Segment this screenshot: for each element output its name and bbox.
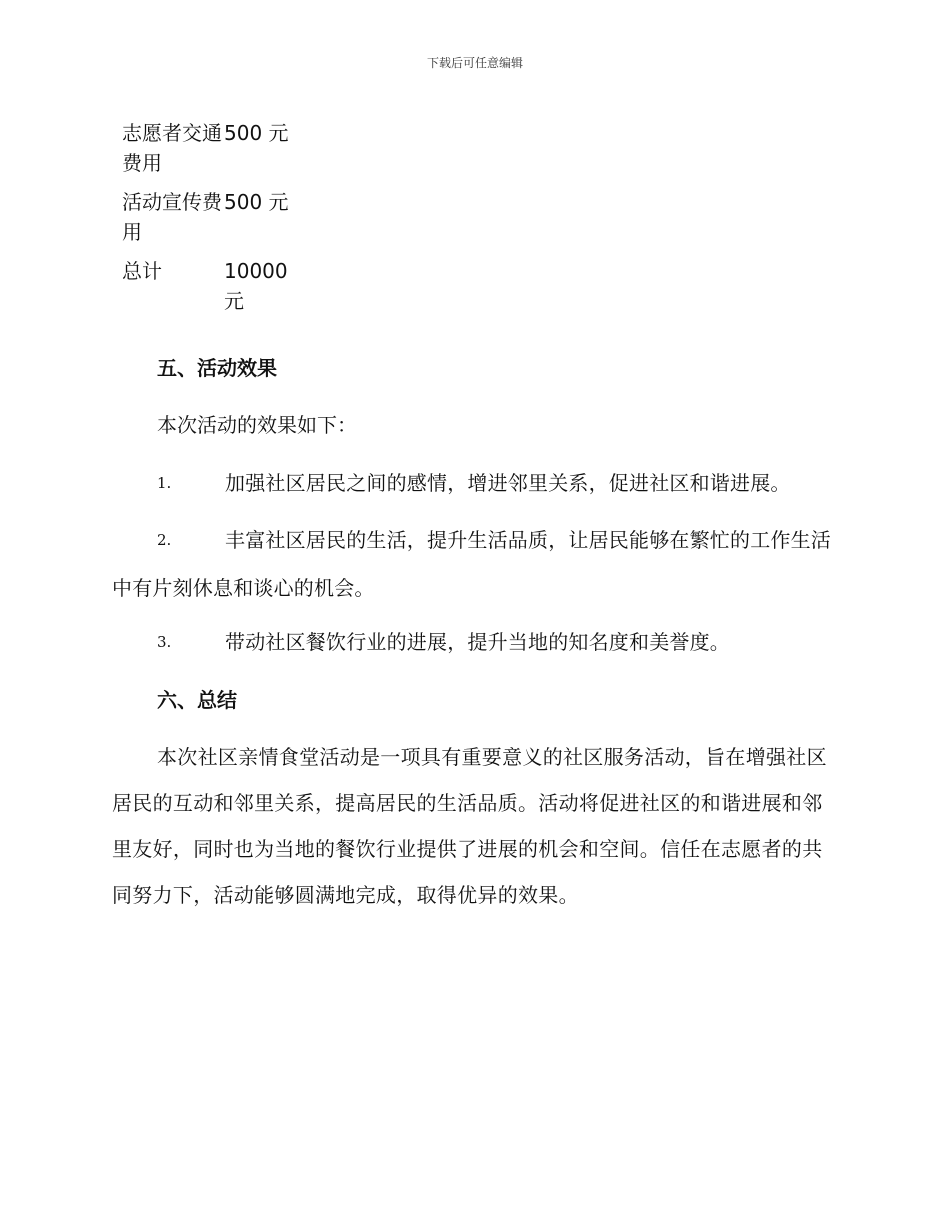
- list-item-text: 带动社区餐饮行业的进展，提升当地的知名度和美誉度。: [225, 630, 730, 654]
- effects-intro: 本次活动的效果如下：: [157, 413, 357, 437]
- list-item-number: 1.: [157, 474, 172, 492]
- budget-item-amount: 500 元: [224, 190, 289, 214]
- budget-row: [122, 187, 289, 247]
- list-item-text: 丰富社区居民的生活，提升生活品质，让居民能够在繁忙的工作生活中有片刻休息和谈心的机会。: [112, 528, 831, 600]
- budget-row: [122, 256, 289, 316]
- list-item-number: 2.: [157, 531, 172, 549]
- list-item-text: 加强社区居民之间的感情，增进邻里关系，促进社区和谐进展。: [225, 471, 791, 495]
- list-item: [112, 618, 842, 666]
- section-heading-summary: 六、总结: [157, 688, 237, 712]
- header-note: 下载后可任意编辑: [426, 56, 523, 70]
- budget-item-label: 活动宣传费用: [122, 190, 222, 244]
- list-item: [112, 459, 842, 507]
- summary-paragraph: 本次社区亲情食堂活动是一项具有重要意义的社区服务活动，旨在增强社区居民的互动和邻里关系，提高居民的生活品质。活动将促进社区的和谐进展和邻里友好，同时也为当地的餐饮行业提供了进展的机会和空间。信任在志愿者的共同努力下，活动能够圆满地完成，取得优异的效果。: [112, 745, 827, 907]
- list-item: [112, 516, 842, 612]
- budget-table: [122, 118, 289, 325]
- budget-row: [122, 118, 289, 178]
- budget-item-amount: 500 元: [224, 121, 289, 145]
- budget-item-label: 总计: [122, 259, 162, 283]
- budget-item-label: 志愿者交通费用: [122, 121, 222, 175]
- section-heading-effects: 五、活动效果: [157, 356, 277, 380]
- budget-item-amount: 10000 元: [224, 259, 288, 313]
- list-item-number: 3.: [157, 633, 172, 651]
